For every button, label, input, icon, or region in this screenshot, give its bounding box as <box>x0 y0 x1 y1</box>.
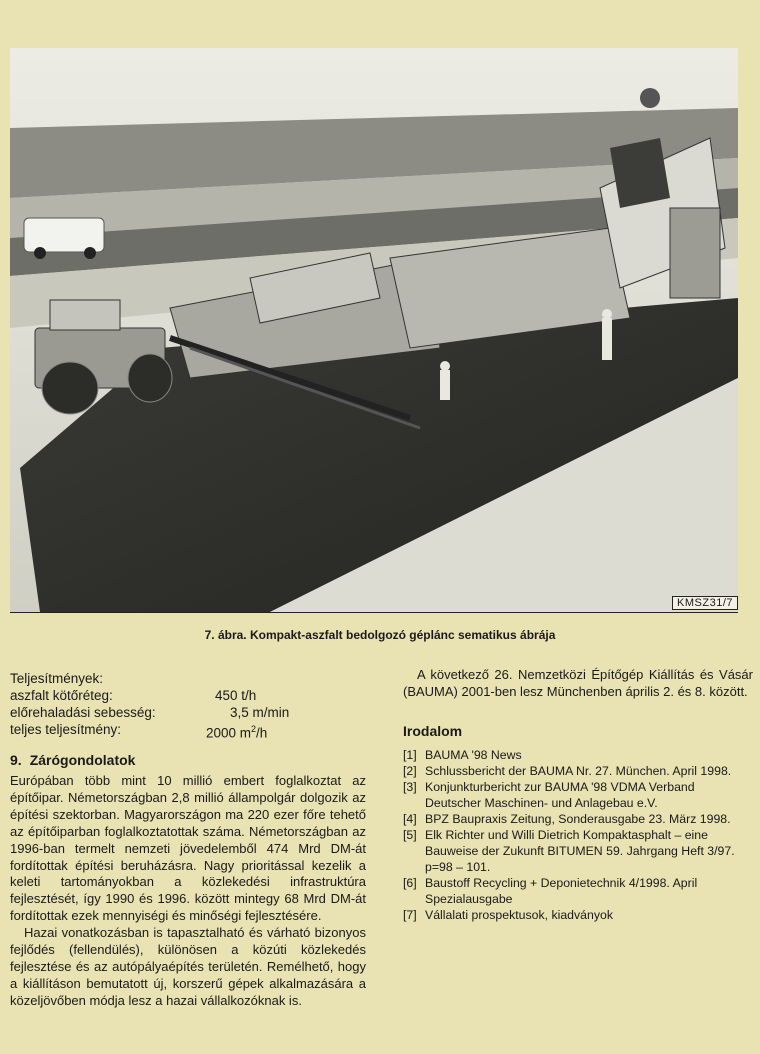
section-paragraph-3: A következő 26. Nemzetközi Építőgép Kiállítás és Vásár (BAUMA) 2001-ben lesz Münchenben április 2. és 8. között. <box>403 667 753 699</box>
performance-title: Teljesítmények: <box>10 671 104 686</box>
figure-code-label: KMSZ31/7 <box>672 596 738 610</box>
performance-label: előrehaladási sebesség: <box>10 705 156 720</box>
performance-value: 450 t/h <box>215 688 257 703</box>
performance-label: aszfalt kötőréteg: <box>10 688 113 703</box>
section-heading <box>10 752 366 768</box>
right-column <box>403 667 753 923</box>
performance-row <box>10 721 366 741</box>
left-column <box>10 670 366 1010</box>
performance-label: teljes teljesítmény: <box>10 722 122 737</box>
performance-row <box>10 687 366 704</box>
reference-item: [3] Konjunkturbericht zur BAUMA '98 VDMA Verband Deutscher Maschinen- und Anlagebau e.V. <box>403 779 695 810</box>
paving-machine-photo <box>10 48 738 612</box>
performance-value: 3,5 m/min <box>230 705 290 720</box>
reference-item: [1] BAUMA '98 News <box>403 747 522 762</box>
reference-item: [6] Baustoff Recycling + Deponietechnik 4/1998. April Spezialausgabe <box>403 875 698 906</box>
reference-item: [2] Schlussbericht der BAUMA Nr. 27. München. April 1998. <box>403 763 732 778</box>
references-title: Irodalom <box>403 722 463 739</box>
performance-value: 2000 $m^2/h$ <box>206 724 268 741</box>
reference-item: [4] BPZ Baupraxis Zeitung, Sonderausgabe 23. März 1998. <box>403 811 731 826</box>
performance-row <box>10 704 366 721</box>
figure-caption: 7. ábra. Kompakt-aszfalt bedolgozó géplánc sematikus ábrája <box>204 628 556 642</box>
section-title: Zárógondolatok <box>29 752 136 768</box>
section-paragraph-1: Európában több mint 10 millió embert foglalkoztat az építőipar. Németországban 2,8 millió állampolgár dolgozik az építési szektorban. Magyarországon ma 220 ezer főre tehető az építőiparban foglalkoztatottak száma. Németországban az 1996-ban termelt nemzeti jövedelemből 474 Mrd DM-át fordítottak építési beruházásra. Nagy prioritással kezelik a keleti tartományokban a közlekedési infrastruktúra fejlesztését, így 1990 és 1996. között mintegy 68 Mrd DM-át fordítottak ezek mennyiségi és minőségi fejlesztésére. <box>10 773 366 924</box>
section-number: 9. <box>10 752 22 768</box>
section-paragraph-2: Hazai vonatkozásban is tapasztalható és várható bizonyos fejlődés (fellendülés), különösen a közúti közlekedés fejlesztése és az autópályaépítés területén. Remélhető, hogy a kiállításon bemutatott új, korszerű gépek alkalmazására a közeljövőben módja lesz a hazai vállalkozóknak is. <box>10 925 366 1008</box>
reference-item: [7] Vállalati prospektusok, kiadványok <box>403 907 613 922</box>
figure-photo <box>10 48 738 613</box>
reference-item: [5] Elk Richter und Willi Dietrich Kompaktasphalt – eine Bauweise der Zukunft BITUMEN 59. Jahrgang Heft 3/97. p=98 – 101. <box>403 827 735 874</box>
performance-block <box>10 670 366 741</box>
references-list <box>403 747 753 923</box>
